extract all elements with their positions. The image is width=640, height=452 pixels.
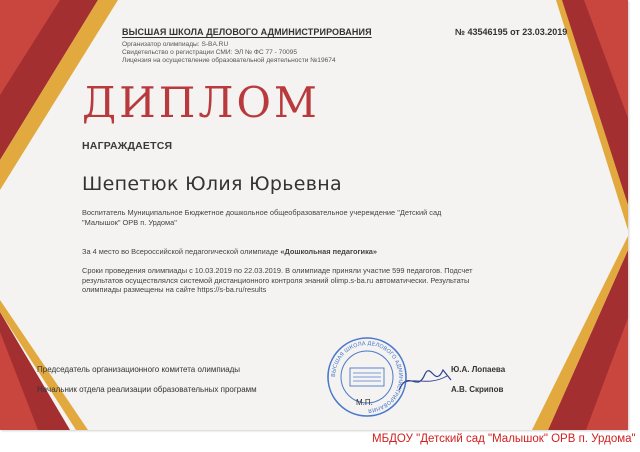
signature-title-head: Начальник отдела реализации образовательных программ (37, 385, 257, 394)
registration-line: Свидетельство о регистрации СМИ: ЭЛ № ФС 77 - 70095 (122, 49, 298, 56)
position-line-1: Воспитатель Муниципальное Бюджетное дошкольное общеобразовательное учереждение "Детский сад (82, 208, 442, 217)
svg-text:ВЫСШАЯ ШКОЛА ДЕЛОВОГО АДМИНИСТ: ВЫСШАЯ ШКОЛА ДЕЛОВОГО АДМИНИСТРИРОВАНИЯ (330, 340, 404, 414)
signature-title-chair: Председатель организационного комитета олимпиады (37, 365, 241, 374)
signature-name-chair: Ю.А. Лопаева (451, 365, 506, 374)
organization-name: ВЫСШАЯ ШКОЛА ДЕЛОВОГО АДМИНИСТРИРОВАНИЯ (122, 27, 372, 37)
position-text (82, 208, 522, 227)
stamp-label: М.П. (356, 398, 373, 407)
awarded-label: НАГРАЖДАЕТСЯ (82, 140, 173, 152)
achievement-text (82, 247, 522, 257)
details-text (82, 266, 522, 295)
achievement-subject: «Дошкольная педагогика» (280, 247, 378, 256)
position-line-2: "Малышок" ОРВ п. Урдома" (82, 217, 177, 227)
diploma-title: ДИПЛОМ (82, 78, 320, 127)
achievement-prefix: За 4 место во Всероссийской педагогической олимпиаде (82, 247, 281, 256)
recipient-name: Шепетюк Юлия Юрьевна (82, 173, 342, 195)
license-line: Лицензия на осуществление образовательной деятельности №19674 (122, 57, 336, 64)
details-line-3: олимпиады размещены на сайте https://s-ba.ru/results (82, 285, 267, 295)
details-line-2: результатов осуществлялся системой дистанционного контроля знаний olimp.s-ba.ru автоматически. Результаты (82, 275, 470, 285)
details-line-1: Сроки проведения олимпиады с 10.03.2019 по 22.03.2019. В олимпиаде приняли участие 599 педагогов. Подсчет (82, 266, 473, 275)
document-number: № 43546195 от 23.03.2019 (455, 27, 568, 37)
footer-caption: МБДОУ "Детский сад "Малышок" ОРВ п. Урдома" (372, 433, 636, 445)
signature-name-head: А.В. Скрипов (451, 385, 504, 394)
organizer-line: Организатор олимпиады: S-BA.RU (122, 41, 229, 48)
